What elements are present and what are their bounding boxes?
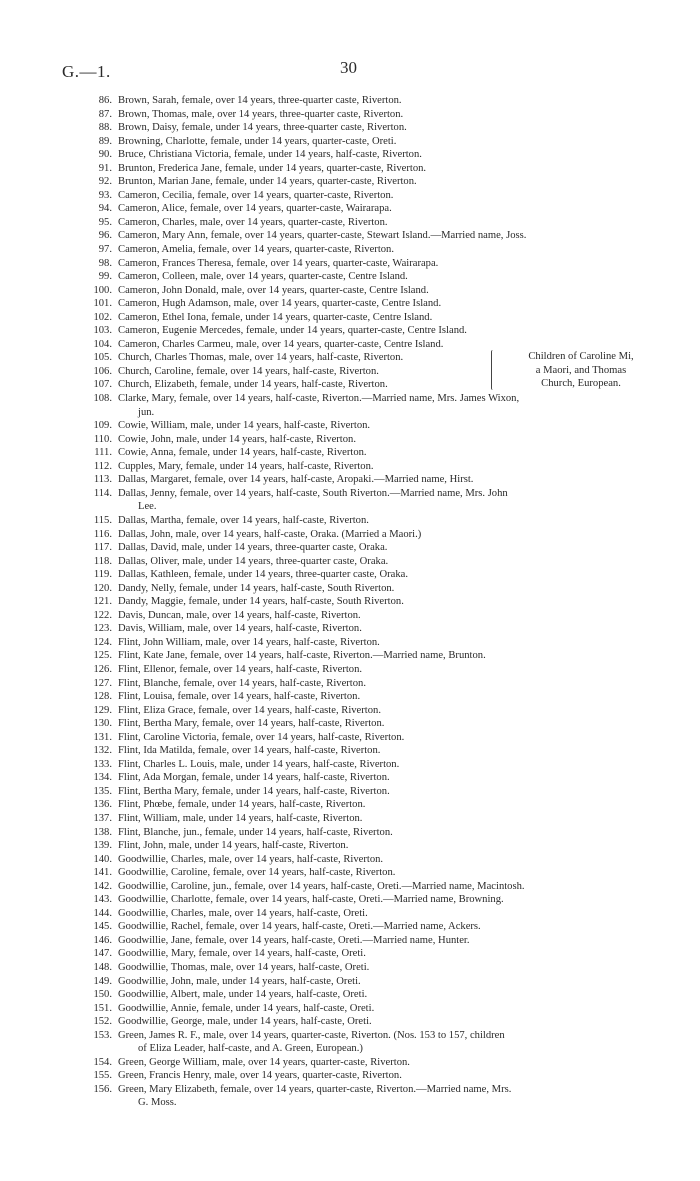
entry-number: 86.	[98, 95, 112, 106]
entry-number: 118.	[93, 555, 112, 567]
entry-main-line: Brunton, Frederica Jane, female, under 14 years, quarter-caste, Riverton.	[118, 162, 427, 174]
entry-number: 154.	[93, 1056, 112, 1068]
entry-text	[118, 907, 672, 921]
entry-main-line: Green, Francis Henry, male, over 14 years, quarter-caste, Riverton.	[118, 1070, 402, 1082]
entry-number: 96.	[98, 230, 112, 242]
entry-text	[118, 717, 672, 731]
page-number: 30	[340, 58, 357, 77]
list-item	[62, 216, 672, 230]
entry-main-line: Dallas, John, male, over 14 years, half-caste, Oraka. (Married a Maori.)	[118, 528, 422, 540]
entry-main-line: Goodwillie, Charlotte, female, over 14 years, half-caste, Oreti.—Married name, Browning.	[118, 894, 504, 906]
list-item	[62, 446, 672, 460]
entry-main-line: Flint, John William, male, over 14 years, half-caste, Riverton.	[118, 636, 380, 648]
entry-number: 94.	[98, 203, 112, 215]
list-item	[62, 893, 672, 907]
list-item	[62, 189, 672, 203]
entry-main-line: Dallas, Kathleen, female, under 14 years, three-quarter caste, Oraka.	[118, 569, 409, 581]
list-item	[62, 961, 672, 975]
entry-number: 132.	[93, 745, 112, 757]
entry-text	[118, 243, 672, 257]
list-item	[62, 487, 672, 514]
list-item	[62, 920, 672, 934]
entry-number: 103.	[93, 325, 112, 337]
entry-main-line: Flint, Ellenor, female, over 14 years, half-caste, Riverton.	[118, 663, 363, 675]
list-item	[62, 731, 672, 745]
list-item	[62, 297, 672, 311]
entry-number: 95.	[98, 216, 112, 228]
entry-number: 128.	[93, 691, 112, 703]
entry-number: 87.	[98, 108, 112, 120]
entry-number: 156.	[93, 1083, 112, 1095]
entry-text	[118, 392, 672, 419]
entry-number: 155.	[93, 1070, 112, 1082]
list-item	[62, 257, 672, 271]
list-item	[62, 284, 672, 298]
entry-text	[118, 975, 672, 989]
entry-number: 98.	[98, 257, 112, 269]
entry-text	[118, 1056, 672, 1070]
entry-number: 109.	[93, 420, 112, 432]
entry-main-line: Church, Caroline, female, over 14 years, half-caste, Riverton.	[118, 365, 379, 377]
list-item	[62, 771, 672, 785]
list-item	[62, 866, 672, 880]
entry-main-line: Green, Mary Elizabeth, female, over 14 years, quarter-caste, Riverton.—Married name, Mrs.	[118, 1083, 512, 1095]
entry-main-line: Goodwillie, Charles, male, over 14 years, half-caste, Riverton.	[118, 853, 384, 865]
entry-number: 124.	[93, 636, 112, 648]
entry-text	[118, 216, 672, 230]
entry-main-line: Flint, Ada Morgan, female, under 14 years, half-caste, Riverton.	[118, 772, 390, 784]
entry-text	[118, 433, 672, 447]
entry-main-line: Brown, Sarah, female, over 14 years, three-quarter caste, Riverton.	[118, 95, 402, 106]
entry-continuation: jun.	[138, 406, 155, 418]
list-item	[62, 541, 672, 555]
entry-number: 144.	[93, 907, 112, 919]
list-item	[62, 812, 672, 826]
entry-main-line: Cupples, Mary, female, under 14 years, half-caste, Riverton.	[118, 460, 374, 472]
list-item	[62, 839, 672, 853]
list-item	[62, 419, 672, 433]
list-item	[62, 677, 672, 691]
entry-number: 119.	[93, 569, 112, 581]
list-item	[62, 744, 672, 758]
entry-text	[118, 1002, 672, 1016]
entry-main-line: Church, Charles Thomas, male, over 14 years, half-caste, Riverton.	[118, 352, 404, 364]
entry-text	[118, 880, 672, 894]
entry-text	[118, 798, 672, 812]
list-item	[62, 636, 672, 650]
entry-main-line: Goodwillie, Caroline, jun., female, over 14 years, half-caste, Oreti.—Married name, Macintosh.	[118, 880, 525, 892]
entry-text	[118, 473, 672, 487]
entry-main-line: Goodwillie, Albert, male, under 14 years, half-caste, Oreti.	[118, 989, 368, 1001]
entry-main-line: Cameron, Charles Carmeu, male, over 14 years, quarter-caste, Centre Island.	[118, 338, 444, 350]
list-item	[62, 175, 672, 189]
entry-main-line: Cameron, Hugh Adamson, male, over 14 years, quarter-caste, Centre Island.	[118, 298, 442, 310]
entry-main-line: Flint, Ida Matilda, female, over 14 years, half-caste, Riverton.	[118, 745, 381, 757]
entry-number: 149.	[93, 975, 112, 987]
entry-number: 92.	[98, 176, 112, 188]
list-item	[62, 907, 672, 921]
entry-main-line: Cameron, Mary Ann, female, over 14 years, quarter-caste, Stewart Island.—Married name, Joss.	[118, 230, 527, 242]
entry-main-line: Goodwillie, Annie, female, under 14 years, half-caste, Oreti.	[118, 1002, 375, 1014]
list-item	[62, 934, 672, 948]
list-item	[62, 826, 672, 840]
entry-number: 116.	[93, 528, 112, 540]
entry-text	[118, 1015, 672, 1029]
church-note-line: Church, European.	[541, 378, 621, 390]
entry-list	[62, 94, 672, 1110]
entry-text	[118, 812, 672, 826]
entry-text	[118, 311, 672, 325]
list-item	[62, 785, 672, 799]
entry-main-line: Cameron, Eugenie Mercedes, female, under 14 years, quarter-caste, Centre Island.	[118, 325, 467, 337]
entry-text	[118, 866, 672, 880]
entry-number: 136.	[93, 799, 112, 811]
list-item	[62, 1056, 672, 1070]
entry-main-line: Goodwillie, Mary, female, over 14 years, half-caste, Oreti.	[118, 948, 366, 960]
list-item	[62, 622, 672, 636]
list-item	[62, 162, 672, 176]
entry-text	[118, 135, 672, 149]
entry-number: 117.	[93, 542, 112, 554]
entry-number: 129.	[93, 704, 112, 716]
entry-text	[118, 988, 672, 1002]
entry-text	[118, 663, 672, 677]
entry-text	[118, 731, 672, 745]
entry-main-line: Flint, Louisa, female, over 14 years, half-caste, Riverton.	[118, 691, 361, 703]
list-item	[62, 663, 672, 677]
entry-number: 142.	[93, 880, 112, 892]
entry-main-line: Davis, William, male, over 14 years, half-caste, Riverton.	[118, 623, 362, 635]
entry-main-line: Dallas, Jenny, female, over 14 years, half-caste, South Riverton.—Married name, Mrs. John	[118, 487, 508, 499]
entry-number: 123.	[93, 623, 112, 635]
list-item	[62, 853, 672, 867]
entry-main-line: Goodwillie, Charles, male, over 14 years, half-caste, Oreti.	[118, 907, 368, 919]
entry-main-line: Flint, William, male, under 14 years, half-caste, Riverton.	[118, 812, 363, 824]
entry-text	[118, 826, 672, 840]
list-item	[62, 135, 672, 149]
entry-main-line: Cameron, John Donald, male, over 14 years, quarter-caste, Centre Island.	[118, 284, 429, 296]
entry-number: 122.	[93, 609, 112, 621]
entry-number: 99.	[98, 271, 112, 283]
entry-text	[118, 94, 672, 108]
list-item	[62, 392, 672, 419]
list-item	[62, 555, 672, 569]
entry-text	[118, 487, 672, 514]
entry-main-line: Brown, Daisy, female, under 14 years, three-quarter caste, Riverton.	[118, 122, 407, 134]
list-item	[62, 690, 672, 704]
entry-text	[118, 1083, 672, 1110]
entry-number: 113.	[93, 474, 112, 486]
entry-text	[118, 148, 672, 162]
list-item	[62, 568, 672, 582]
entry-text	[118, 595, 672, 609]
church-note-line: a Maori, and Thomas	[535, 364, 627, 376]
entry-text	[118, 270, 672, 284]
list-item	[62, 94, 672, 108]
entry-number: 88.	[98, 122, 112, 134]
entry-text	[118, 460, 672, 474]
entry-text	[118, 649, 672, 663]
entry-number: 89.	[98, 135, 112, 147]
entry-text	[118, 555, 672, 569]
entry-text	[118, 609, 672, 623]
entry-main-line: Cameron, Frances Theresa, female, over 14 years, quarter-caste, Wairarapa.	[118, 257, 439, 269]
entry-number: 134.	[93, 772, 112, 784]
entry-number: 91.	[98, 162, 112, 174]
entry-number: 110.	[93, 433, 112, 445]
entry-text	[118, 108, 672, 122]
list-item	[62, 1083, 672, 1110]
list-item	[62, 988, 672, 1002]
list-item	[62, 975, 672, 989]
list-item	[62, 582, 672, 596]
church-note-line: Children of Caroline Mi,	[528, 351, 634, 362]
entry-main-line: Flint, Caroline Victoria, female, over 14 years, half-caste, Riverton.	[118, 731, 405, 743]
entry-text	[118, 758, 672, 772]
entry-text	[118, 704, 672, 718]
entry-main-line: Clarke, Mary, female, over 14 years, half-caste, Riverton.—Married name, Mrs. James Wixon,	[118, 393, 520, 405]
entry-main-line: Cameron, Cecilia, female, over 14 years, quarter-caste, Riverton.	[118, 189, 394, 201]
entry-main-line: Flint, John, male, under 14 years, half-caste, Riverton.	[118, 840, 349, 852]
entry-number: 93.	[98, 189, 112, 201]
entry-number: 147.	[93, 948, 112, 960]
entry-number: 148.	[93, 962, 112, 973]
entry-text	[118, 514, 672, 528]
entry-number: 137.	[93, 812, 112, 824]
list-item	[62, 947, 672, 961]
list-item	[62, 528, 672, 542]
entry-number: 90.	[98, 149, 112, 161]
list-item	[62, 514, 672, 528]
entry-main-line: Flint, Bertha Mary, female, over 14 years, half-caste, Riverton.	[118, 718, 385, 730]
entry-number: 140.	[93, 853, 112, 865]
list-item	[62, 704, 672, 718]
list-item	[62, 609, 672, 623]
entry-text	[118, 785, 672, 799]
entry-number: 97.	[98, 244, 112, 256]
entry-number: 130.	[93, 718, 112, 730]
entry-continuation: Lee.	[138, 501, 157, 513]
entry-text	[118, 961, 672, 975]
entry-text	[118, 162, 672, 176]
entry-text	[118, 677, 672, 691]
entry-main-line: Flint, Blanche, female, over 14 years, half-caste, Riverton.	[118, 677, 366, 689]
list-item	[62, 595, 672, 609]
entry-main-line: Flint, Eliza Grace, female, over 14 years, half-caste, Riverton.	[118, 704, 381, 716]
entry-number: 139.	[93, 840, 112, 852]
list-item	[62, 1069, 672, 1083]
entry-text	[118, 582, 672, 596]
entry-main-line: Goodwillie, George, male, under 14 years, half-caste, Oreti.	[118, 1016, 372, 1028]
list-item	[62, 121, 672, 135]
list-item	[62, 270, 672, 284]
entry-text	[118, 920, 672, 934]
entry-main-line: Davis, Duncan, male, over 14 years, half-caste, Riverton.	[118, 609, 361, 621]
list-item	[62, 1029, 672, 1056]
entry-number: 121.	[93, 596, 112, 608]
entry-main-line: Goodwillie, Rachel, female, over 14 years, half-caste, Oreti.—Married name, Ackers.	[118, 921, 481, 933]
entry-number: 107.	[93, 379, 112, 391]
entry-number: 141.	[93, 867, 112, 879]
entry-text	[118, 1069, 672, 1083]
entry-main-line: Dallas, Oliver, male, under 14 years, three-quarter caste, Oraka.	[118, 555, 389, 567]
entry-main-line: Dallas, David, male, under 14 years, three-quarter caste, Oraka.	[118, 542, 388, 554]
entry-number: 106.	[93, 365, 112, 377]
entry-text	[118, 947, 672, 961]
list-item	[62, 758, 672, 772]
list-item	[62, 311, 672, 325]
entry-main-line: Cowie, Anna, female, under 14 years, half-caste, Riverton.	[118, 447, 367, 459]
entry-text	[118, 690, 672, 704]
entry-main-line: Flint, Blanche, jun., female, under 14 years, half-caste, Riverton.	[118, 826, 393, 838]
entry-text	[118, 229, 672, 243]
list-item	[62, 243, 672, 257]
entry-main-line: Browning, Charlotte, female, under 14 years, quarter-caste, Oreti.	[118, 135, 397, 147]
entry-text	[118, 636, 672, 650]
entry-main-line: Brunton, Marian Jane, female, under 14 years, quarter-caste, Riverton.	[118, 176, 417, 188]
entry-main-line: Brown, Thomas, male, over 14 years, three-quarter caste, Riverton.	[118, 108, 404, 120]
entry-number: 114.	[93, 487, 112, 499]
entry-number: 138.	[93, 826, 112, 838]
entry-number: 105.	[93, 352, 112, 364]
entry-main-line: Flint, Charles L. Louis, male, under 14 years, half-caste, Riverton.	[118, 758, 400, 770]
entry-main-line: Flint, Kate Jane, female, over 14 years, half-caste, Riverton.—Married name, Brunton.	[118, 650, 486, 662]
entry-main-line: Goodwillie, Thomas, male, over 14 years, half-caste, Oreti.	[118, 962, 370, 973]
entry-number: 112.	[93, 460, 112, 472]
entry-number: 146.	[93, 934, 112, 946]
entry-main-line: Bruce, Christiana Victoria, female, under 14 years, half-caste, Riverton.	[118, 149, 422, 161]
entry-number: 151.	[93, 1002, 112, 1014]
entry-main-line: Goodwillie, Caroline, female, over 14 years, half-caste, Riverton.	[118, 867, 396, 879]
entry-text	[118, 528, 672, 542]
list-item	[62, 324, 672, 338]
entry-number: 131.	[93, 731, 112, 743]
entry-main-line: Dandy, Nelly, female, under 14 years, half-caste, South Riverton.	[118, 582, 395, 594]
entry-text	[118, 839, 672, 853]
entry-main-line: Cameron, Amelia, female, over 14 years, quarter-caste, Riverton.	[118, 244, 395, 256]
entry-main-line: Green, James R. F., male, over 14 years, quarter-caste, Riverton. (Nos. 153 to 157, children	[118, 1029, 505, 1041]
entry-number: 101.	[93, 298, 112, 310]
entry-number: 104.	[93, 338, 112, 350]
entry-text	[118, 175, 672, 189]
entry-number: 143.	[93, 894, 112, 906]
list-item	[62, 880, 672, 894]
entry-text	[118, 257, 672, 271]
entry-text	[118, 893, 672, 907]
entry-text	[118, 853, 672, 867]
entry-text	[118, 541, 672, 555]
list-item	[62, 1015, 672, 1029]
entry-main-line: Church, Elizabeth, female, under 14 years, half-caste, Riverton.	[118, 379, 388, 391]
entry-continuation: G. Moss.	[138, 1097, 177, 1109]
entry-number: 133.	[93, 758, 112, 770]
list-item	[62, 717, 672, 731]
entry-main-line: Dallas, Margaret, female, over 14 years, half-caste, Aropaki.—Married name, Hirst.	[118, 474, 474, 486]
entry-number: 145.	[93, 921, 112, 933]
entry-main-line: Cameron, Charles, male, over 14 years, quarter-caste, Riverton.	[118, 216, 388, 228]
entry-main-line: Cowie, William, male, under 14 years, half-caste, Riverton.	[118, 420, 371, 432]
entry-number: 152.	[93, 1016, 112, 1028]
entry-number: 125.	[93, 650, 112, 662]
list-item	[62, 202, 672, 216]
entry-main-line: Flint, Phœbe, female, under 14 years, half-caste, Riverton.	[118, 799, 366, 811]
list-item	[62, 473, 672, 487]
list-item	[62, 229, 672, 243]
document-reference: G.—1.	[62, 62, 111, 81]
entry-main-line: Cameron, Alice, female, over 14 years, quarter-caste, Wairarapa.	[118, 203, 392, 215]
entry-text	[118, 934, 672, 948]
entry-main-line: Dandy, Maggie, female, under 14 years, half-caste, South Riverton.	[118, 596, 404, 608]
entry-number: 126.	[93, 663, 112, 675]
entry-main-line: Cameron, Colleen, male, over 14 years, quarter-caste, Centre Island.	[118, 271, 408, 283]
entry-main-line: Dallas, Martha, female, over 14 years, half-caste, Riverton.	[118, 514, 369, 526]
list-item	[62, 433, 672, 447]
entry-main-line: Green, George William, male, over 14 years, quarter-caste, Riverton.	[118, 1056, 410, 1068]
entry-text	[118, 324, 672, 338]
entry-text	[118, 568, 672, 582]
entry-number: 135.	[93, 785, 112, 797]
list-item	[62, 460, 672, 474]
church-note-text	[501, 350, 661, 391]
entry-continuation: of Eliza Leader, half-caste, and A. Green, European.)	[138, 1043, 363, 1055]
entry-text	[118, 771, 672, 785]
entry-text	[118, 189, 672, 203]
entry-text	[118, 297, 672, 311]
entry-main-line: Goodwillie, Jane, female, over 14 years, half-caste, Oreti.—Married name, Hunter.	[118, 934, 470, 946]
entry-text	[118, 419, 672, 433]
list-item	[62, 798, 672, 812]
entry-number: 120.	[93, 582, 112, 594]
entry-number: 127.	[93, 677, 112, 689]
entry-number: 115.	[93, 514, 112, 526]
list-item	[62, 649, 672, 663]
entry-main-line: Cowie, John, male, under 14 years, half-caste, Riverton.	[118, 433, 356, 445]
entry-text	[118, 622, 672, 636]
entry-number: 100.	[93, 284, 112, 296]
entry-number: 108.	[93, 393, 112, 405]
list-item	[62, 108, 672, 122]
list-item	[62, 148, 672, 162]
entry-text	[118, 284, 672, 298]
brace-mark	[491, 350, 499, 390]
entry-main-line: Goodwillie, John, male, under 14 years, half-caste, Oreti.	[118, 975, 361, 987]
entry-text	[118, 1029, 672, 1056]
entry-main-line: Flint, Bertha Mary, female, under 14 years, half-caste, Riverton.	[118, 785, 390, 797]
entry-number: 153.	[93, 1029, 112, 1041]
entry-text	[118, 744, 672, 758]
entry-number: 102.	[93, 311, 112, 323]
entry-text	[118, 202, 672, 216]
entry-number: 150.	[93, 989, 112, 1001]
entry-main-line: Cameron, Ethel Iona, female, under 14 years, quarter-caste, Centre Island.	[118, 311, 433, 323]
list-item	[62, 1002, 672, 1016]
entry-text	[118, 446, 672, 460]
entry-text	[118, 121, 672, 135]
entry-number: 111.	[94, 447, 112, 459]
